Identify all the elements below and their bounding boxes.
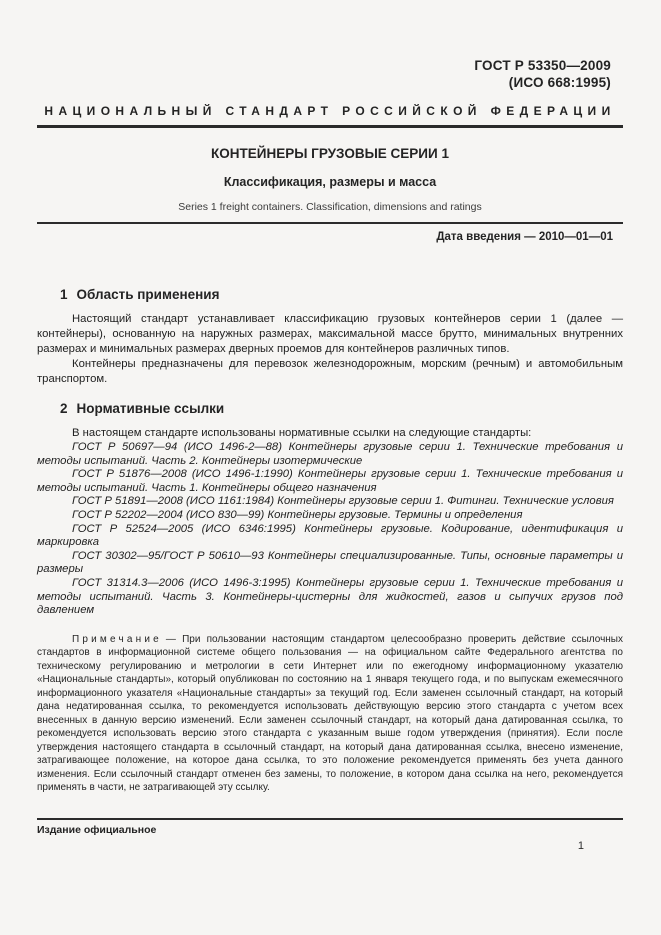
section-2-number: 2	[60, 401, 68, 416]
section-1-paragraph: Настоящий стандарт устанавливает классификацию грузовых контейнеров серии 1 (далее — контейнеры), основанную на наружных размерах, максимальной массе брутто, минимальных внутренних размерах и минимальных размерах дверных проемов для контейнеров различных типов.	[37, 313, 623, 355]
note-text: — При пользовании настоящим стандартом целесообразно проверить действие ссылочных стандартов в информационной системе общего пользования — на официальном сайте Федерального агентства по техническому регулированию и метрологии в сети Интернет или по ежегодному информационному указателю «Национальные стандарты», который опубликован по состоянию на 1 января текущего года, и по выпускам ежемесячного информационного указателя «Национальные стандарты» за текущий год. Если заменен ссылочный стандарт, на который дана недатированная ссылка, то рекомендуется использовать действующую версию этого стандарта с учетом всех внесенных в данную версию изменений. Если заменен ссылочный стандарт, на который дана датированная ссылка, то рекомендуется использовать версию этого стандарта с указанным выше годом утверждения (принятия). Если после утверждения настоящего стандарта в ссылочный стандарт, на который дана датированная ссылка, внесено изменение, затрагивающее положение, на которое дана ссылка, то это положение рекомендуется применять без учета данного изменения. Если ссылочный стандарт отменен без замены, то положение, в котором дана ссылка на него, рекомендуется применять в части, не затрагивающей эту ссылку.	[37, 633, 623, 794]
standard-type-banner: НАЦИОНАЛЬНЫЙ СТАНДАРТ РОССИЙСКОЙ ФЕДЕРАЦИИ	[44, 104, 616, 118]
section-1-title: Область применения	[76, 287, 220, 302]
page-number: 1	[577, 840, 584, 852]
header-rule	[37, 125, 623, 128]
effective-date: Дата введения — 2010—01—01	[436, 231, 613, 243]
section-1-heading	[37, 287, 623, 303]
edition-note: Издание официальное	[37, 824, 157, 836]
doc-code: ГОСТ Р 53350—2009	[474, 58, 611, 73]
note	[37, 633, 623, 795]
reference-item: ГОСТ 31314.3—2006 (ИСО 1496-3:1995) Контейнеры грузовые серии 1. Технические требования и методы испытаний. Часть 3. Контейнеры-цистерны для жидкостей, газов и сыпучих грузов под давлением	[37, 576, 623, 617]
reference-item: ГОСТ Р 50697—94 (ИСО 1496-2—88) Контейнеры грузовые серии 1. Технические требования и методы испытаний. Часть 2. Контейнеры изотермические	[37, 441, 623, 467]
doc-subtitle: Классификация, размеры и масса	[223, 175, 437, 189]
doc-code-block	[37, 57, 623, 91]
date-rule	[37, 222, 623, 224]
reference-item: ГОСТ 30302—95/ГОСТ Р 50610—93 Контейнеры специализированные. Типы, основные параметры и размеры	[37, 549, 623, 576]
references-intro: В настоящем стандарте использованы нормативные ссылки на следующие стандарты:	[72, 427, 532, 439]
doc-title: КОНТЕЙНЕРЫ ГРУЗОВЫЕ СЕРИИ 1	[211, 146, 449, 161]
footer-rule	[37, 818, 623, 820]
reference-item: ГОСТ Р 51891—2008 (ИСО 1161:1984) Контейнеры грузовые серии 1. Фитинги. Технические условия	[72, 495, 614, 508]
doc-code-iso: (ИСО 668:1995)	[508, 75, 611, 90]
doc-subtitle-en: Series 1 freight containers. Classification, dimensions and ratings	[178, 201, 482, 213]
section-2-heading	[37, 401, 623, 417]
reference-item: ГОСТ Р 52202—2004 (ИСО 830—99) Контейнеры грузовые. Термины и определения	[72, 508, 523, 521]
reference-item: ГОСТ Р 51876—2008 (ИСО 1496-1:1990) Контейнеры грузовые серии 1. Технические требования и методы испытаний. Часть 1. Контейнеры общего назначения	[37, 468, 623, 494]
section-2-title: Нормативные ссылки	[76, 401, 225, 416]
reference-item: ГОСТ Р 52524—2005 (ИСО 6346:1995) Контейнеры грузовые. Кодирование, идентификация и маркировка	[37, 522, 623, 549]
note-label: Примечание	[72, 633, 162, 645]
section-1-paragraph: Контейнеры предназначены для перевозок железнодорожным, морским (речным) и автомобильным транспортом.	[37, 358, 623, 385]
section-1-number: 1	[60, 287, 68, 302]
